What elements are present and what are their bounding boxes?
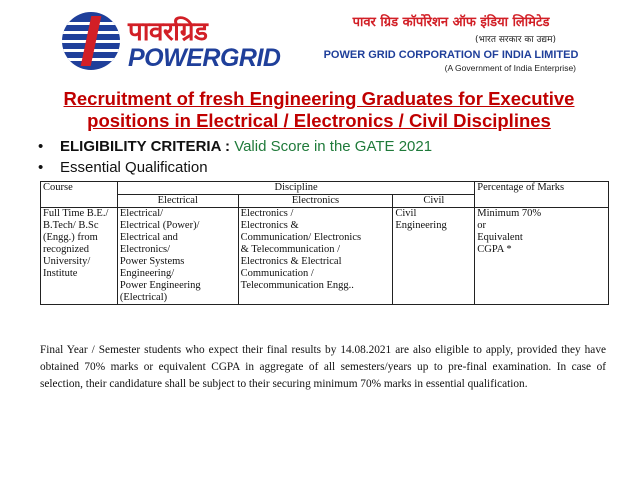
corporation-subtitle-english: (A Government of India Enterprise): [444, 63, 576, 73]
corporation-name-english: POWER GRID CORPORATION OF INDIA LIMITED: [323, 49, 579, 61]
bullet-icon: •: [38, 138, 44, 155]
eligibility-label: ELIGIBILITY CRITERIA :: [60, 138, 231, 155]
corporation-subtitle-hindi: (भारत सरकार का उद्यम): [475, 35, 556, 45]
course-header: Course: [41, 182, 118, 208]
percentage-header: Percentage of Marks: [475, 182, 609, 208]
powergrid-emblem-icon: [62, 12, 120, 70]
logo-english-text: POWERGRID: [128, 44, 281, 72]
civil-cell: Civil Engineering: [393, 208, 475, 305]
civil-header: Civil: [393, 195, 475, 208]
logo-hindi-text: पावरग्रिड: [128, 17, 208, 47]
eligibility-value: Valid Score in the GATE 2021: [234, 138, 433, 155]
qualification-table: [40, 181, 609, 305]
table-header-row: [41, 182, 609, 195]
electronics-header: Electronics: [238, 195, 393, 208]
course-cell: Full Time B.E./ B.Tech/ B.Sc (Engg.) from recognized University/ Institute: [41, 208, 118, 305]
table-row: [41, 208, 609, 305]
corporation-header: [316, 12, 586, 73]
electrical-cell: Electrical/ Electrical (Power)/ Electrical and Electronics/ Power Systems Engineering/ Power Engineering (Electrical): [117, 208, 238, 305]
bullet-icon: •: [38, 159, 44, 176]
electronics-cell: Electronics / Electronics & Communication/ Electronics & Telecommunication / Electronics & Electrical Communication / Telecommunication Engg..: [238, 208, 393, 305]
page-title: Recruitment of fresh Engineering Graduates for Executive positions in Electrical / Electronics / Civil Disciplines: [63, 88, 575, 131]
corporation-name-hindi: पावर ग्रिड कॉर्पोरेशन ऑफ इंडिया लिमिटेड: [352, 15, 550, 30]
qualification-label: Essential Qualification: [60, 159, 208, 176]
discipline-header: Discipline: [117, 182, 474, 195]
final-year-note: Final Year / Semester students who expect their final results by 14.08.2021 are also eligible to apply, provided they have obtained 70% marks or equivalent CGPA in aggregate of all semesters/years up to pre-final examination. In case of selection, their candidature shall be subject to their securing minimum 70% marks in essential qualification.: [40, 344, 606, 390]
electrical-header: Electrical: [117, 195, 238, 208]
powergrid-logo: [62, 10, 281, 78]
qualification-bullet: [38, 159, 208, 176]
percentage-cell: Minimum 70% or Equivalent CGPA *: [475, 208, 609, 305]
eligibility-bullet: [38, 138, 432, 155]
